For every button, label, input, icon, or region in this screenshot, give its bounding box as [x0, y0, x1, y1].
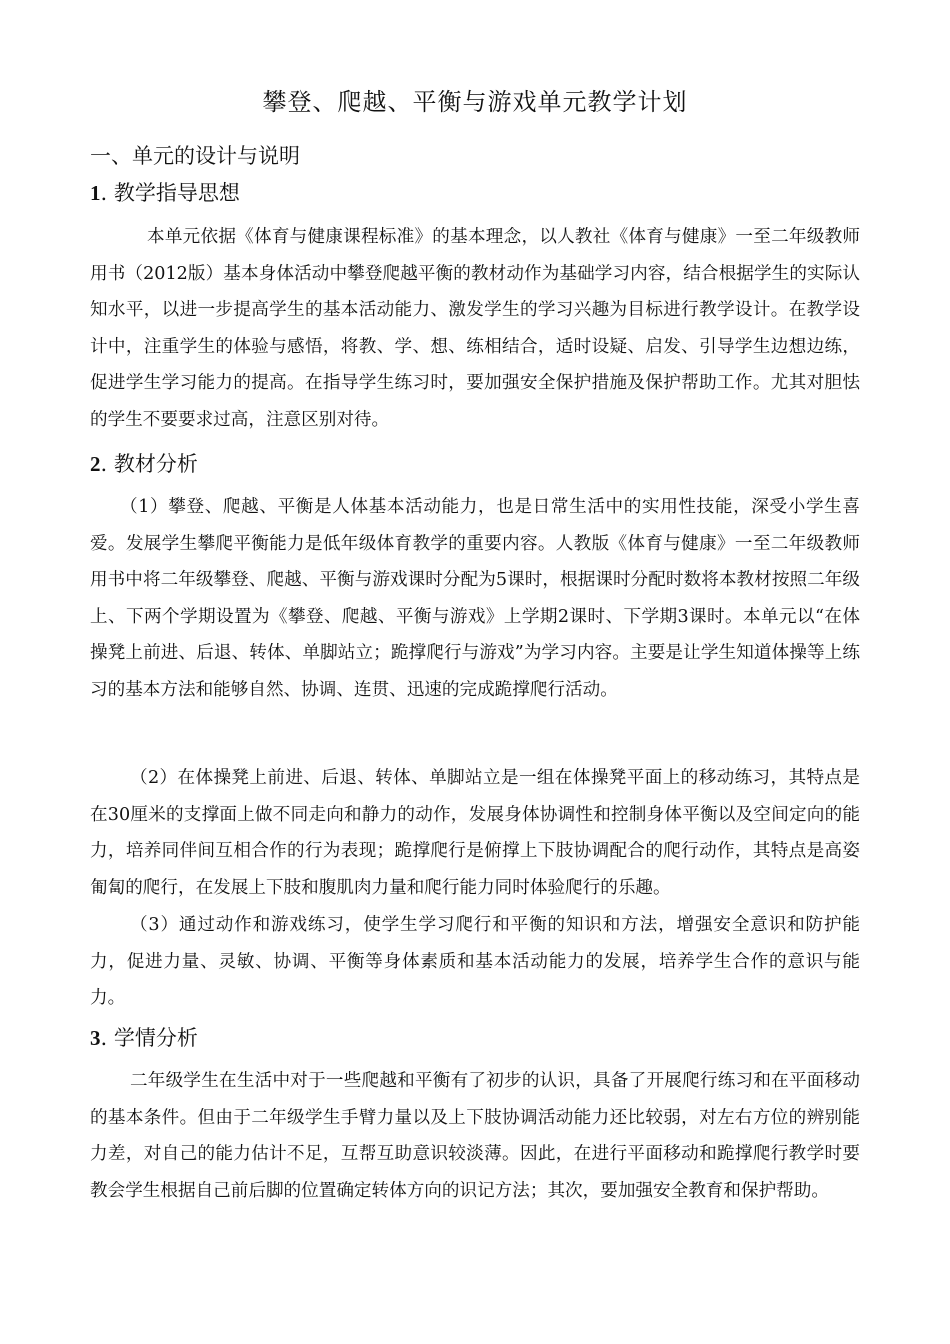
document-title: 攀登、爬越、平衡与游戏单元教学计划 [262, 88, 688, 116]
paragraph-material-analysis-2: （2）在体操凳上前进、后退、转体、单脚站立是一组在体操凳平面上的移动练习，其特点是在30厘米的支撑面上做不同走向和静力的动作，发展身体协调性和控制身体平衡以及空间定向的能力，培养同伴间互相合作的行为表现；跪撑爬行是俯撑上下肢协调配合的爬行动作，其特点是高姿匍匐的爬行，在发展上下肢和腹肌肉力量和爬行能力同时体验爬行的乐趣。 [90, 768, 860, 898]
subheading-text: . 教学指导思想 [100, 181, 240, 205]
subheading-text: . 教材分析 [100, 452, 198, 476]
paragraph-teaching-guideline: 本单元依据《体育与健康课程标准》的基本理念，以人教社《体育与健康》一至二年级教师用书（2012版）基本身体活动中攀登爬越平衡的教材动作为基础学习内容，结合根据学生的实际认知水平，以进一步提高学生的基本活动能力、激发学生的学习兴趣为目标进行教学设计。在教学设计中，注重学生的体验与感悟，将教、学、想、练相结合，适时设疑、启发、引导学生边想边练，促进学生学习能力的提高。在指导学生练习时，要加强安全保护措施及保护帮助工作。尤其对胆怯的学生不要要求过高，注意区别对待。 [90, 227, 860, 430]
subheading-number: 2 [90, 452, 101, 476]
subheading-number: 3 [90, 1026, 101, 1050]
paragraph-student-analysis: 二年级学生在生活中对于一些爬越和平衡有了初步的认识，具备了开展爬行练习和在平面移动的基本条件。但由于二年级学生手臂力量以及上下肢协调活动能力还比较弱，对左右方位的辨别能力差，对自己的能力估计不足，互帮互助意识较淡薄。因此，在进行平面移动和跪撑爬行教学时要教会学生根据自己前后脚的位置确定转体方向的识记方法；其次，要加强安全教育和保护帮助。 [90, 1071, 860, 1201]
subheading-number: 1 [90, 181, 101, 205]
paragraph-material-analysis-3: （3）通过动作和游戏练习，使学生学习爬行和平衡的知识和方法，增强安全意识和防护能力，促进力量、灵敏、协调、平衡等身体素质和基本活动能力的发展，培养学生合作的意识与能力。 [90, 915, 860, 1009]
subheading-student-analysis [90, 1023, 198, 1053]
subheading-material-analysis [90, 449, 198, 479]
paragraph-material-analysis-1: （1）攀登、爬越、平衡是人体基本活动能力，也是日常生活中的实用性技能，深受小学生喜爱。发展学生攀爬平衡能力是低年级体育教学的重要内容。人教版《体育与健康》一至二年级教师用书中将二年级攀登、爬越、平衡与游戏课时分配为5课时，根据课时分配时数将本教材按照二年级上、下两个学期设置为《攀登、爬越、平衡与游戏》上学期2课时、下学期3课时。本单元以“在体操凳上前进、后退、转体、单脚站立；跪撑爬行与游戏”为学习内容。主要是让学生知道体操等上练习的基本方法和能够自然、协调、连贯、迅速的完成跪撑爬行活动。 [90, 497, 860, 700]
section-heading-1: 一、单元的设计与说明 [90, 144, 300, 168]
subheading-teaching-guideline [90, 178, 240, 208]
subheading-text: . 学情分析 [100, 1026, 198, 1050]
